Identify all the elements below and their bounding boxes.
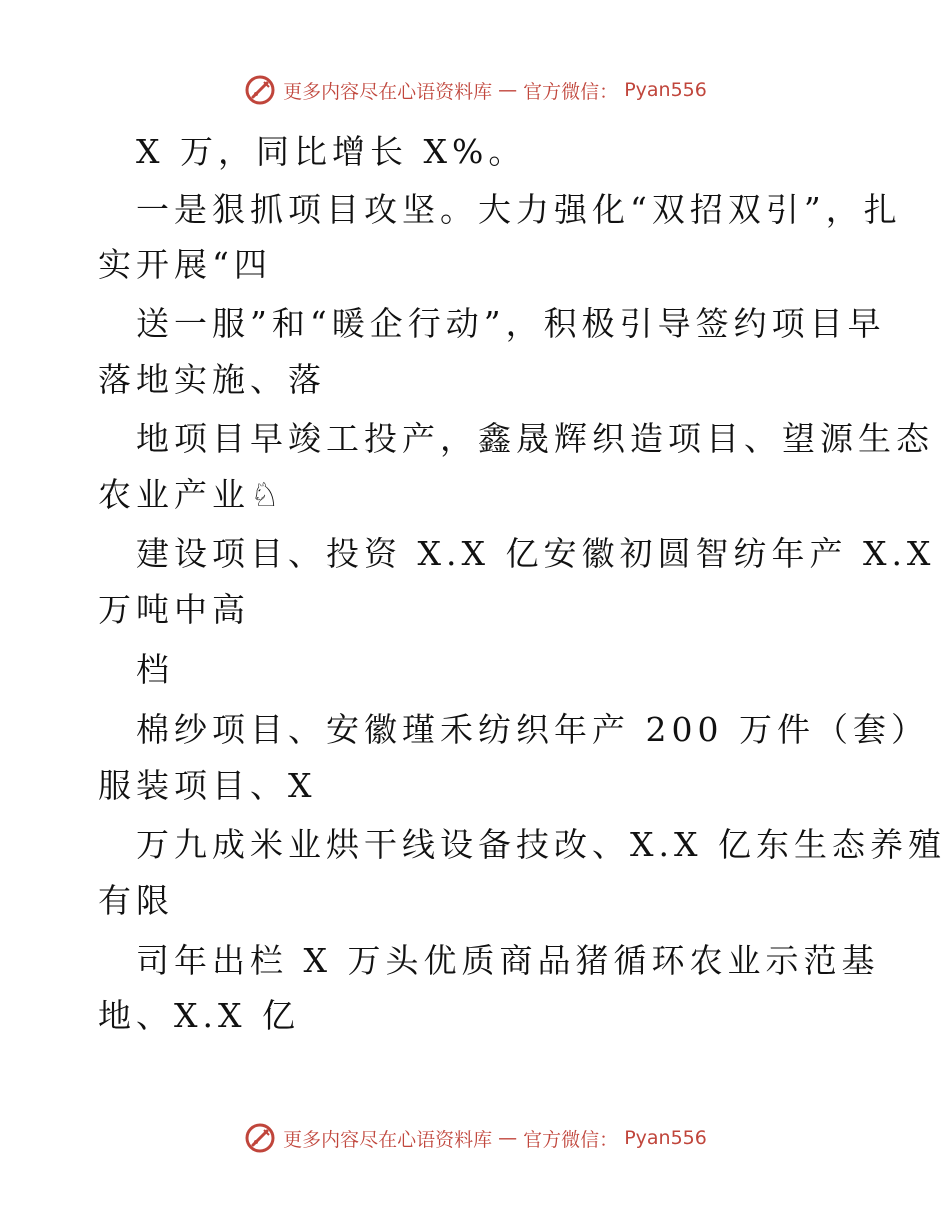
text-line-8: 建设项目、投资 X.X 亿安徽初圆智纺年产 X.X <box>136 534 936 573</box>
watermark-banner-bottom <box>0 1118 950 1158</box>
text-line-13: 万九成米业烘干线设备技改、X.X 亿东生态养殖 <box>136 825 946 864</box>
watermark-separator: — <box>498 79 518 101</box>
text-line-15: 司年出栏 X 万头优质商品猪循环农业示范基 <box>136 941 880 980</box>
watermark-separator: — <box>498 1127 518 1149</box>
text-line-3: 实开展“四 <box>98 245 272 284</box>
text-line-7: 农业产业♘ <box>98 475 285 514</box>
text-line-6: 地项目早竣工投产，鑫晟辉织造项目、望源生态 <box>136 419 934 458</box>
text-line-2: 一是狠抓项目攻坚。大力强化“双招双引”，扎 <box>136 190 902 229</box>
watermark-banner-top <box>0 70 950 110</box>
text-line-9: 万吨中高 <box>98 590 250 629</box>
watermark-wechat-id: Pyan556 <box>624 79 707 101</box>
watermark-wechat-label: 官方微信： <box>523 1128 619 1151</box>
text-line-11: 棉纱项目、安徽瑾禾纺织年产 200 万件（套） <box>136 710 929 749</box>
text-line-10: 档 <box>136 650 174 689</box>
text-line-5: 落地实施、落 <box>98 360 326 399</box>
text-line-16: 地、X.X 亿 <box>98 996 300 1035</box>
text-line-1: X 万，同比增长 X%。 <box>136 132 527 171</box>
watermark-main-text: 更多内容尽在心语资料库 <box>283 1128 493 1151</box>
circle-pen-logo-icon <box>243 73 277 107</box>
circle-pen-logo-icon <box>243 1121 277 1155</box>
text-line-4: 送一服”和“暖企行动”，积极引导签约项目早 <box>136 304 886 343</box>
watermark-main-text: 更多内容尽在心语资料库 <box>283 80 493 103</box>
text-line-14: 有限 <box>98 881 174 920</box>
text-line-12: 服装项目、X <box>98 766 317 805</box>
watermark-wechat-id: Pyan556 <box>624 1127 707 1149</box>
watermark-wechat-label: 官方微信： <box>523 80 619 103</box>
